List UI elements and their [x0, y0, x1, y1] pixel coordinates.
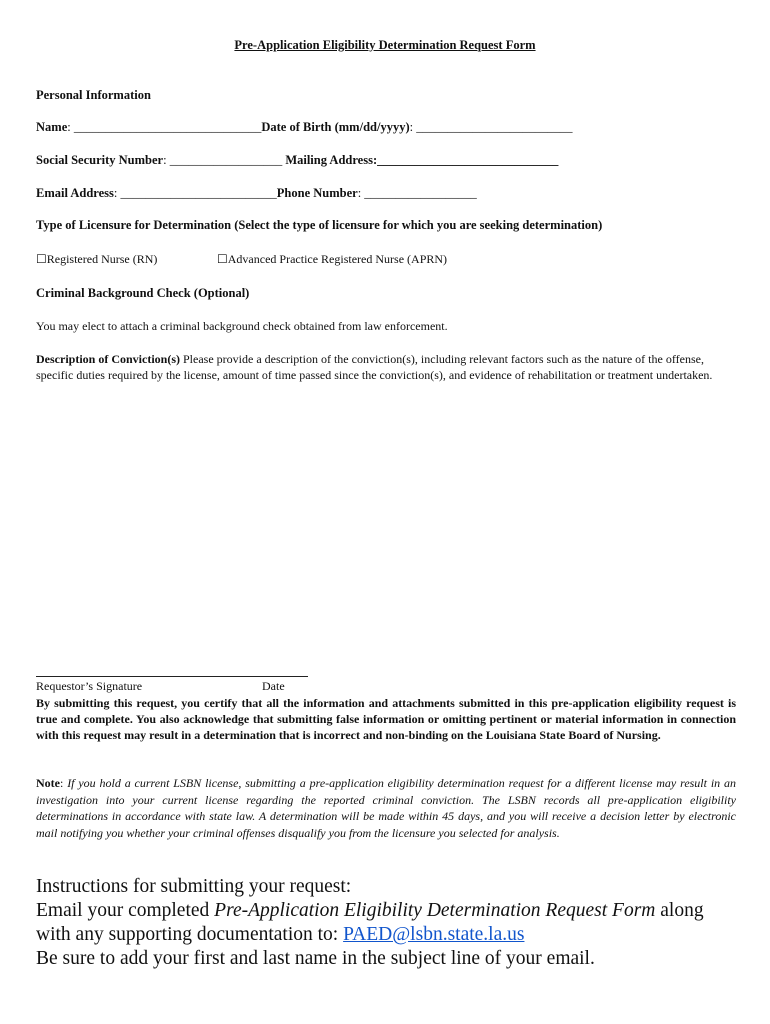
form-title: Pre-Application Eligibility Determination Request Form	[234, 38, 536, 52]
instructions-line-3-prefix: with any supporting documentation to:	[36, 924, 344, 945]
certification-text: By submitting this request, you certify that all the information and attachments submitted in this pre-application eligibility request is true and complete. You also acknowledge that submitting false information or omitting pertinent or material information in connection with this request may result in a determination that is incorrect and non-binding on the Louisiana State Board of Nursing.	[36, 696, 736, 742]
phone-field[interactable]: __________________	[364, 186, 477, 200]
instructions-line-2	[36, 899, 704, 923]
signature-line[interactable]	[36, 676, 308, 677]
conviction-text: Please provide a description of the conviction(s), including relevant factors such as the nature of the offense, specific duties required by the license, amount of time passed since the conviction(s), and evidence of rehabilitation or treatment undertaken.	[36, 352, 713, 382]
instructions-heading: Instructions for submitting your request:	[36, 876, 352, 897]
mailing-label: Mailing Address:	[285, 153, 378, 167]
instructions-line-2-suffix: along	[655, 900, 704, 921]
dob-label: Date of Birth (mm/dd/yyyy)	[261, 120, 410, 134]
ssn-label: Social Security Number	[36, 153, 164, 167]
instructions-line-4: Be sure to add your first and last name in the subject line of your email.	[36, 948, 595, 969]
rn-option[interactable]	[36, 252, 157, 267]
signature-label: Requestor’s Signature	[36, 679, 143, 693]
name-field[interactable]: ______________________________	[73, 120, 262, 134]
background-text: You may elect to attach a criminal background check obtained from law enforcement.	[36, 319, 448, 333]
mailing-field[interactable]: _____________________________	[377, 153, 559, 167]
name-row: Name: ______________________________Date of Birth (mm/dd/yyyy): _________________________	[36, 120, 573, 134]
email-link[interactable]: PAED@lsbn.state.la.us	[343, 924, 525, 945]
ssn-field[interactable]: __________________	[169, 153, 283, 167]
note-block: Note: If you hold a current LSBN license, submitting a pre-application eligibility determination request for a different license may result in an investigation into your current license regarding the reported criminal conviction. The LSBN records all pre-application eligibility determinations in accordance with state law. A determination will be made within 45 days, and you will receive a decision letter by electronic mail notifying you whether your criminal offenses disqualify you from the licensure you selected for analysis.	[36, 776, 736, 840]
date-label: Date	[262, 679, 285, 693]
instructions-line-3	[36, 923, 524, 947]
email-field[interactable]: _________________________	[120, 186, 277, 200]
dob-field[interactable]: _________________________	[416, 120, 573, 134]
personal-info-heading: Personal Information	[36, 88, 151, 102]
email-label: Email Address	[36, 186, 114, 200]
ssn-row: Social Security Number: __________________ Mailing Address:_____________________________	[36, 153, 559, 167]
aprn-label: Advanced Practice Registered Nurse (APRN)	[227, 252, 448, 266]
note-label: Note	[36, 776, 60, 790]
background-heading: Criminal Background Check (Optional)	[36, 286, 250, 300]
email-row: Email Address: _________________________Phone Number: __________________	[36, 186, 477, 200]
conviction-heading: Description of Conviction(s)	[36, 352, 180, 366]
form-name: Pre-Application Eligibility Determination Request Form	[214, 900, 656, 921]
rn-label: Registered Nurse (RN)	[46, 252, 158, 266]
instructions-line-2-prefix: Email your completed	[36, 900, 215, 921]
phone-label: Phone Number	[276, 186, 358, 200]
licensure-heading: Type of Licensure for Determination (Select the type of licensure for which you are seeking determination)	[36, 218, 603, 232]
rn-checkbox-icon[interactable]: ☐	[36, 252, 47, 266]
aprn-checkbox-icon[interactable]: ☐	[217, 252, 228, 266]
note-text: If you hold a current LSBN license, submitting a pre-application eligibility determination request for a different license may result in an investigation into your current license regarding the reported criminal conviction. The LSBN records all pre-application eligibility determinations in accordance with state law. A determination will be made within 45 days, and you will receive a decision letter by electronic mail notifying you whether your criminal offenses disqualify you from the licensure you selected for analysis.	[36, 776, 736, 840]
conviction-description	[36, 351, 736, 383]
name-label: Name	[36, 120, 68, 134]
aprn-option[interactable]	[217, 252, 447, 267]
